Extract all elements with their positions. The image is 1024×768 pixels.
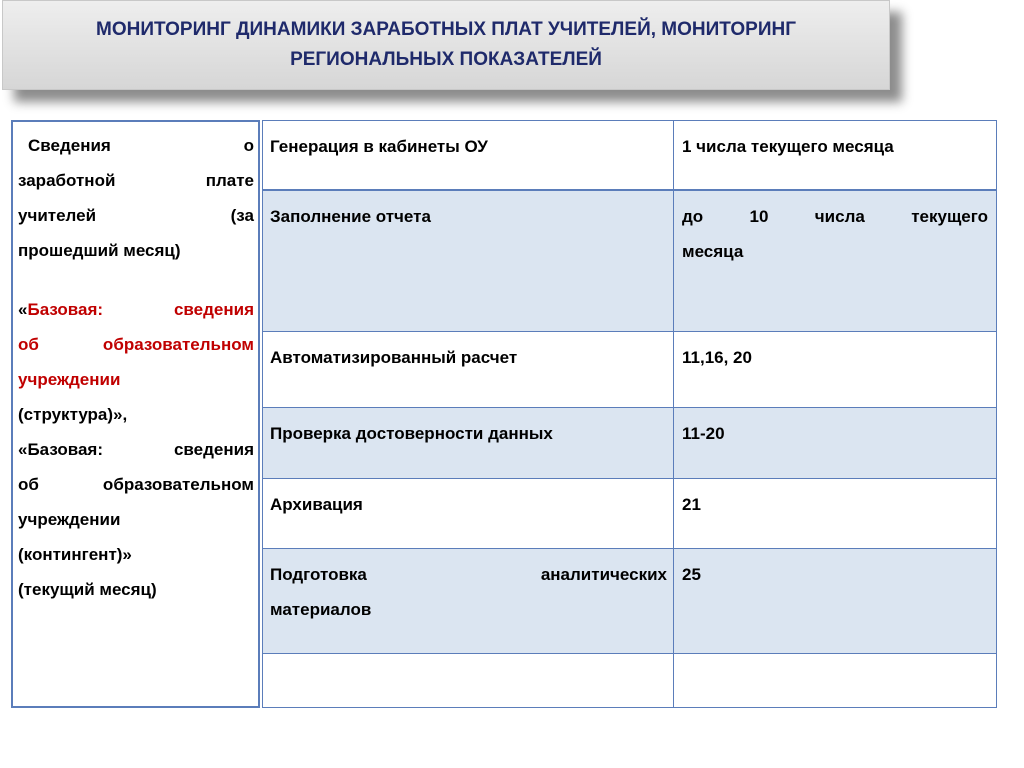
report-name-line: учреждении	[18, 510, 121, 529]
report-name-line: «Базовая: сведения	[18, 440, 254, 459]
term-cell: до 10 числа текущего месяца	[682, 207, 988, 261]
left-line: учителей (за	[18, 206, 254, 225]
task-cell	[263, 654, 674, 707]
task-cell: Заполнение отчета	[263, 191, 674, 331]
task-cell: Проверка достоверности данных	[263, 408, 674, 478]
report-name-line: (текущий месяц)	[18, 580, 157, 599]
report-name-line: (структура)»,	[18, 405, 128, 424]
term-cell: 25	[682, 565, 701, 584]
table-row	[263, 479, 996, 549]
schedule-table	[262, 120, 997, 708]
left-line: заработной плате	[18, 171, 254, 190]
report-name-line: об образовательном	[18, 475, 254, 494]
left-line: Сведения о	[28, 136, 254, 155]
term-cell: 11-20	[682, 424, 725, 443]
task-cell: Архивация	[263, 479, 674, 548]
table-row	[263, 332, 996, 408]
task-cell: Автоматизированный расчет	[263, 332, 674, 407]
table-row	[263, 549, 996, 654]
report-name-text: Базовая: сведения	[27, 300, 254, 319]
term-cell: 11,16, 20	[682, 348, 752, 367]
table-row	[263, 654, 996, 707]
slide-title	[2, 0, 890, 90]
report-name-line: учреждении	[18, 370, 121, 389]
task-cell: Подготовка аналитических материалов	[263, 549, 674, 653]
table-row	[263, 121, 996, 191]
term-cell: 1 числа текущего месяца	[682, 137, 894, 156]
title-line-2: РЕГИОНАЛЬНЫХ ПОКАЗАТЕЛЕЙ	[290, 49, 602, 70]
task-cell: Генерация в кабинеты ОУ	[263, 121, 674, 189]
left-line: прошедший месяц)	[18, 241, 181, 260]
term-cell	[674, 654, 996, 707]
report-name-line: об образовательном	[18, 335, 254, 354]
table-row	[263, 191, 996, 332]
table-row	[263, 408, 996, 479]
title-line-1: МОНИТОРИНГ ДИНАМИКИ ЗАРАБОТНЫХ ПЛАТ УЧИТЕЛЕЙ, МОНИТОРИНГ	[96, 19, 796, 40]
term-cell: 21	[682, 495, 701, 514]
report-name-line: «Базовая: сведения	[18, 300, 254, 319]
salary-info-cell	[11, 120, 260, 708]
report-name-line: (контингент)»	[18, 545, 132, 564]
